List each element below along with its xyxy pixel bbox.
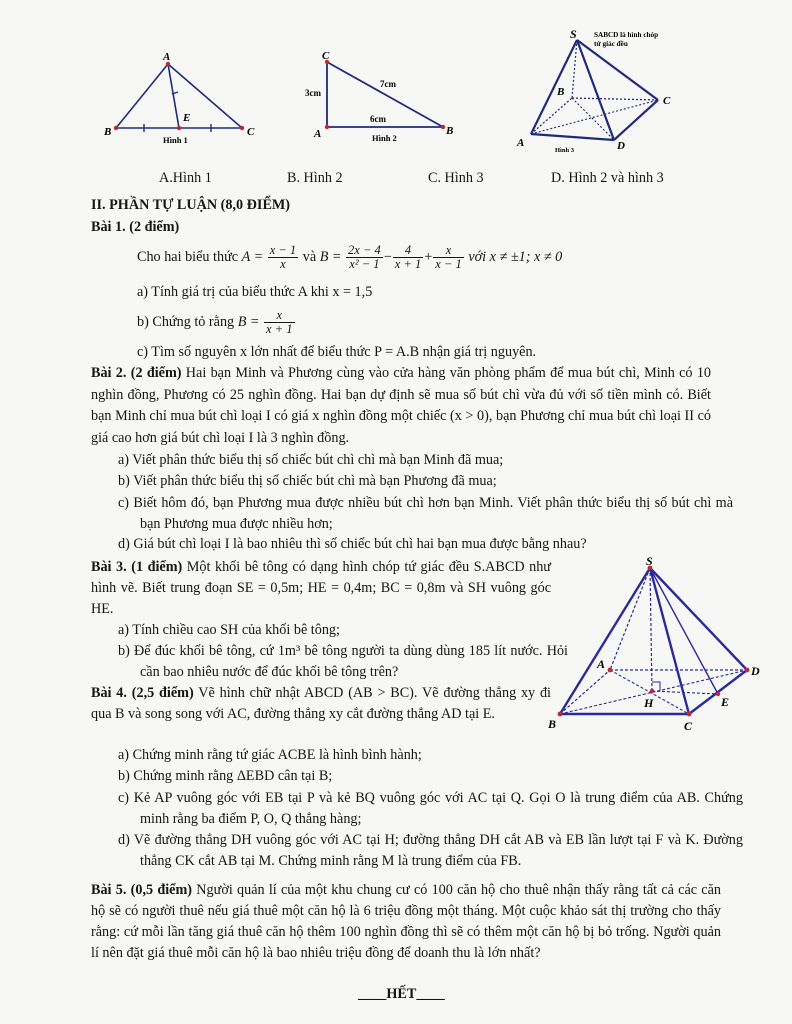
bai4-qc: c) Kẻ AP vuông góc với EB tại P và kẻ BQ vuông góc với AC tại Q. Gọi O là trung điểm của AB. Chứng minh rằng ba điểm P, O, Q thẳng hàng;	[118, 790, 743, 827]
qb-frac	[264, 309, 294, 336]
bai2-qc: c) Biết hôm đó, bạn Phương mua được nhiều bút chì hơn bạn Minh. Viết phân thức biểu thị số bút chì mà bạn Phương mua được nhiều hơn;	[118, 495, 733, 532]
bai4-qa: a) Chứng minh rằng tứ giác ACBE là hình bình hành;	[118, 747, 422, 763]
fig2-label-c: C	[322, 50, 330, 62]
f2-den: x + 1	[394, 257, 422, 272]
bai1-qb	[137, 305, 296, 339]
and-word: và	[302, 249, 317, 265]
bai4-qb: b) Chứng minh rằng ΔEBD cân tại B;	[118, 768, 333, 784]
bai1-intro	[137, 242, 562, 272]
fig2-caption: Hình 2	[372, 133, 397, 143]
bai2-qa: a) Viết phân thức biểu thị số chiếc bút chì chì mà bạn Minh đã mua;	[118, 452, 504, 468]
op-minus: −	[383, 249, 392, 265]
bai4-title: Bài 4. (2,5 điểm)	[91, 685, 194, 701]
bai2-title: Bài 2. (2 điểm)	[91, 365, 182, 381]
bai3-text: Một khối bê tông có dạng hình chóp tứ giác đều S.ABCD như hình vẽ. Biết trung đoạn SE = 0,5m; HE = 0,4m; BC = 0,8m và SH vuông góc HE.	[91, 559, 551, 617]
expr-a	[268, 244, 298, 271]
f2-num: 4	[393, 244, 423, 258]
expr-a-den: x	[280, 257, 286, 272]
expr-b-frac-1	[346, 244, 383, 271]
section-title: II. PHẦN TỰ LUẬN (8,0 ĐIỂM)	[91, 197, 291, 213]
op-plus: +	[424, 249, 433, 265]
choice-d: D. Hình 2 và hình 3	[551, 170, 664, 186]
bai1-qc: c) Tìm số nguyên x lớn nhất để biểu thức P = A.B nhận giá trị nguyên.	[137, 344, 537, 360]
pyr-label-a: A	[597, 657, 606, 671]
bai2-qb: b) Viết phân thức biểu thị số chiếc bút chì mà bạn Phương đã mua;	[118, 473, 497, 489]
bai5-paragraph	[91, 880, 721, 964]
bai4-qd: d) Vẽ đường thẳng DH vuông góc với AC tại H; đường thẳng DH cắt AB và EB lần lượt tại F và K. Đường thẳng CK cắt AB tại M. Chứng minh rằng M là trung điểm của FB.	[118, 832, 743, 869]
bai2-text: Hai bạn Minh và Phương cùng vào cửa hàng văn phòng phẩm để mua bút chì, Minh có 10 nghìn đồng, Phương có 25 nghìn đồng. Hai bạn dự định sẽ mua số bút chì vừa đủ với số tiền mình có. Biết bạn Minh chỉ mua bút chì loại I có giá x nghìn đồng một chiếc (x > 0), bạn Phương chỉ mua bút chì loại II có giá cao hơn giá bút chì loại I là 3 nghìn đồng.	[91, 365, 712, 446]
bai1-qa: a) Tính giá trị của biểu thức A khi x = 1,5	[137, 284, 373, 300]
bai5-title: Bài 5. (0,5 điểm)	[91, 882, 193, 898]
fig1-caption: Hình 1	[163, 135, 188, 145]
fig3-label-b: B	[557, 86, 565, 98]
fig2-label-b: B	[446, 125, 454, 137]
expr-b-frac-2	[393, 244, 423, 271]
f3-num: x	[433, 244, 463, 258]
bai1-qb-prefix: b) Chứng tỏ rằng	[137, 314, 235, 330]
bai4-text: Vẽ hình chữ nhật ABCD (AB > BC). Vẽ đường thẳng xy đi qua B và song song với AC, đường thẳng xy cắt đường thẳng AD tại E.	[91, 685, 551, 722]
pyr-label-e: E	[721, 695, 730, 709]
expr-a-num: x − 1	[269, 243, 297, 258]
bai4-paragraph	[91, 683, 551, 725]
fig3-label-a: A	[517, 137, 525, 149]
pyr-label-c: C	[684, 719, 693, 733]
choice-a: A.Hình 1	[159, 170, 212, 186]
bai1-title: Bài 1. (2 điểm)	[91, 219, 180, 235]
condition: với x ≠ ±1; x ≠ 0	[468, 249, 563, 265]
fig3-note-2: tứ giác đều	[594, 40, 628, 48]
pyr-label-b: B	[548, 717, 557, 731]
bai3-title: Bài 3. (1 điểm)	[91, 559, 183, 575]
f3-den: x − 1	[435, 257, 462, 272]
qb-num: x	[264, 309, 294, 323]
fig2-side-ab: 6cm	[370, 114, 386, 124]
fig3-label-s: S	[570, 27, 577, 41]
figure-1	[98, 48, 268, 154]
f1-num: 2x − 4	[348, 243, 381, 258]
pyr-label-h: H	[644, 696, 654, 710]
fig1-label-b: B	[104, 126, 112, 138]
figure-pyramid	[548, 556, 768, 736]
bai3-qa: a) Tính chiều cao SH của khối bê tông;	[118, 622, 340, 638]
expr-b-lhs: B =	[319, 249, 342, 265]
bai5-text: Người quản lí của một khu chung cư có 100 căn hộ cho thuê nhận thấy rằng tất cả các căn hộ sẽ có người thuê nếu giá thuê một căn hộ là 6 triệu đồng một tháng. Một cuộc khảo sát thị trường cho thấy rằng: cứ mỗi lần tăng giá thuê căn hộ thêm 100 nghìn đồng thì sẽ có thêm một căn hộ bị bỏ trống. Người quản lí nên đặt giá thuê mỗi căn hộ là bao nhiêu triệu đồng để doanh thu là lớn nhất?	[91, 882, 721, 961]
figure-2	[300, 48, 470, 154]
fig3-label-c: C	[663, 95, 671, 107]
bai2-qd: d) Giá bút chì loại I là bao nhiêu thì số chiếc bút chì hai bạn mua được bằng nhau?	[118, 536, 587, 552]
fig2-side-bc: 7cm	[380, 79, 396, 89]
bai2-paragraph	[91, 363, 711, 449]
bai3-qb: b) Để đúc khối bê tông, cứ 1m³ bê tông người ta dùng dùng 185 lít nước. Hỏi cần bao nhiêu nước để đúc khối bê tông trên?	[118, 643, 568, 680]
expr-b-frac-3	[433, 244, 463, 271]
fig2-label-a: A	[314, 128, 322, 140]
bai1-intro-prefix: Cho hai biểu thức	[137, 249, 239, 265]
qb-lhs: B =	[237, 314, 260, 330]
fig3-label-d: D	[617, 140, 625, 152]
fig1-label-c: C	[247, 126, 255, 138]
figure-3	[510, 22, 695, 162]
pyr-label-d: D	[751, 664, 760, 678]
fig1-label-a: A	[163, 51, 171, 63]
fig2-side-ac: 3cm	[305, 88, 321, 98]
expr-a-lhs: A =	[241, 249, 264, 265]
choice-c: C. Hình 3	[428, 170, 484, 186]
end-marker: ____HẾT____	[358, 986, 445, 1002]
bai3-paragraph	[91, 557, 551, 620]
fig3-caption: Hình 3	[555, 147, 574, 154]
fig1-label-e: E	[183, 112, 191, 124]
choice-b: B. Hình 2	[287, 170, 343, 186]
qb-den: x + 1	[266, 322, 293, 337]
fig3-note-1: SABCD là hình chóp	[594, 31, 659, 39]
f1-den: x² − 1	[349, 257, 380, 272]
pyr-label-s: S	[646, 556, 653, 568]
